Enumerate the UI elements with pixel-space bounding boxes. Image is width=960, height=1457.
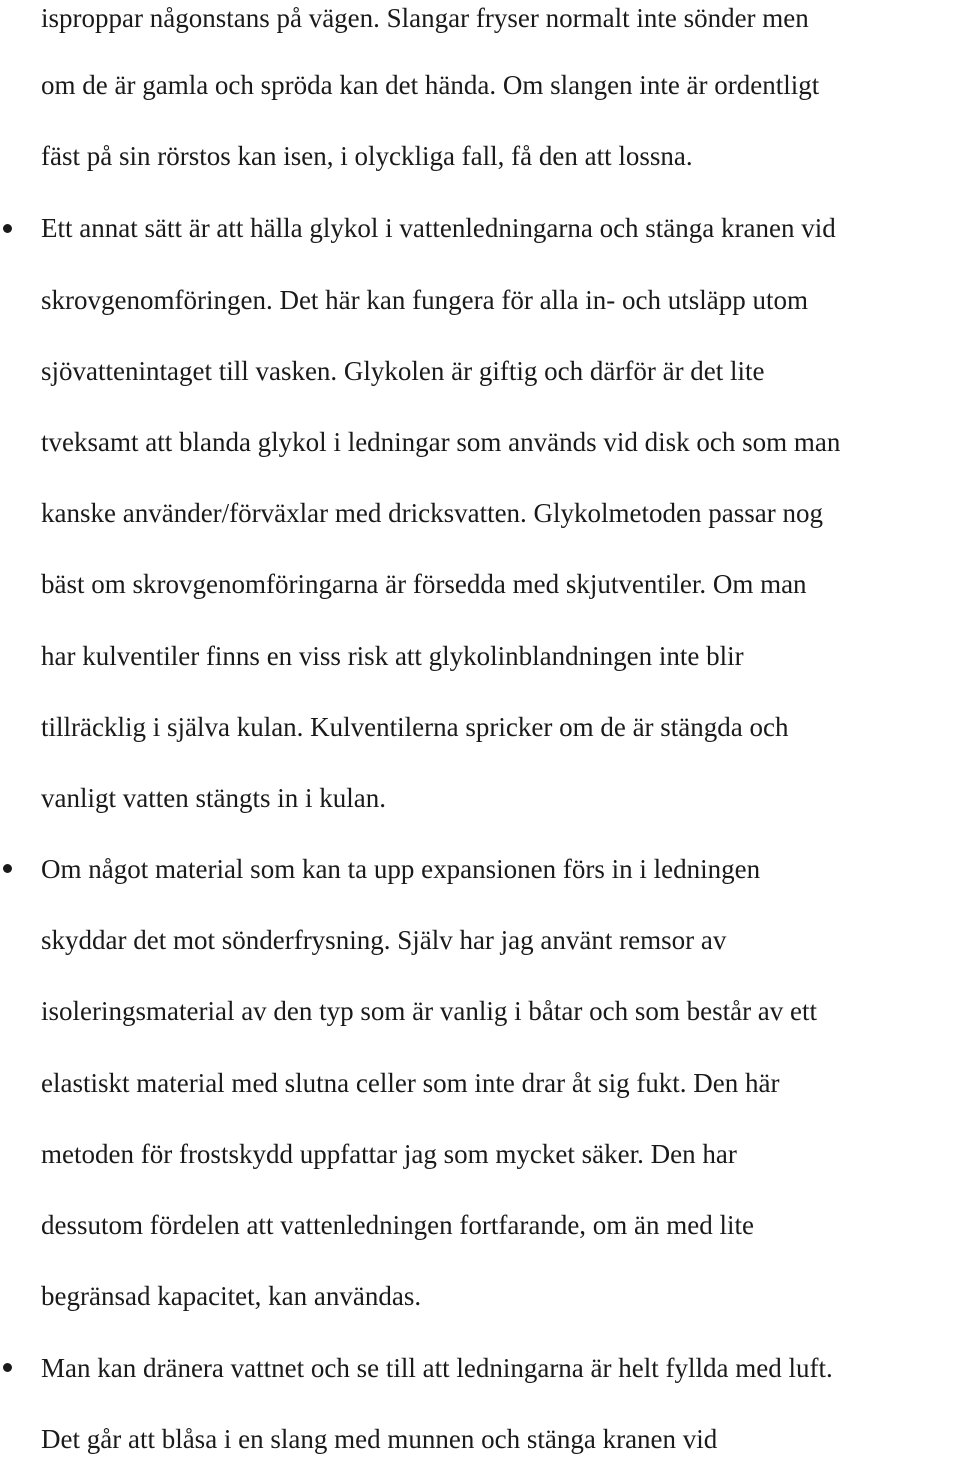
text-line: tveksamt att blanda glykol i ledningar som används vid disk och som man (41, 427, 841, 457)
text-line: om de är gamla och spröda kan det hända. Om slangen inte är ordentligt (41, 70, 820, 100)
text-line: begränsad kapacitet, kan användas. (41, 1281, 422, 1311)
text-line: Det går att blåsa i en slang med munnen och stänga kranen vid (41, 1424, 718, 1454)
text-line: elastiskt material med slutna celler som inte drar åt sig fukt. Den här (41, 1068, 780, 1098)
text-line: Om något material som kan ta upp expansionen förs in i ledningen (41, 854, 761, 884)
text-line: skrovgenomföringen. Det här kan fungera för alla in- och utsläpp utom (41, 285, 809, 315)
text-line: dessutom fördelen att vattenledningen fortfarande, om än med lite (41, 1210, 755, 1240)
text-line: metoden för frostskydd uppfattar jag som mycket säker. Den har (41, 1139, 737, 1169)
text-line: Man kan dränera vattnet och se till att ledningarna är helt fyllda med luft. (41, 1353, 833, 1383)
bullet-icon (3, 1363, 12, 1372)
text-line: kanske använder/förväxlar med dricksvatten. Glykolmetoden passar nog (41, 498, 823, 528)
text-line: fäst på sin rörstos kan isen, i olyckliga fall, få den att lossna. (41, 141, 693, 171)
text-line: skyddar det mot sönderfrysning. Själv har jag använt remsor av (41, 925, 727, 955)
text-line: isproppar någonstans på vägen. Slangar fryser normalt inte sönder men (41, 3, 809, 33)
text-line: Ett annat sätt är att hälla glykol i vattenledningarna och stänga kranen vid (41, 213, 836, 243)
text-line: sjövattenintaget till vasken. Glykolen är giftig och därför är det lite (41, 356, 765, 386)
text-line: vanligt vatten stängts in i kulan. (41, 783, 386, 813)
bullet-icon (3, 864, 12, 873)
text-line: tillräcklig i själva kulan. Kulventilerna spricker om de är stängda och (41, 712, 789, 742)
text-line: bäst om skrovgenomföringarna är försedda med skjutventiler. Om man (41, 569, 807, 599)
text-line: isoleringsmaterial av den typ som är vanlig i båtar och som består av ett (41, 996, 818, 1026)
text-line: har kulventiler finns en viss risk att glykolinblandningen inte blir (41, 641, 744, 671)
bullet-icon (3, 224, 12, 233)
